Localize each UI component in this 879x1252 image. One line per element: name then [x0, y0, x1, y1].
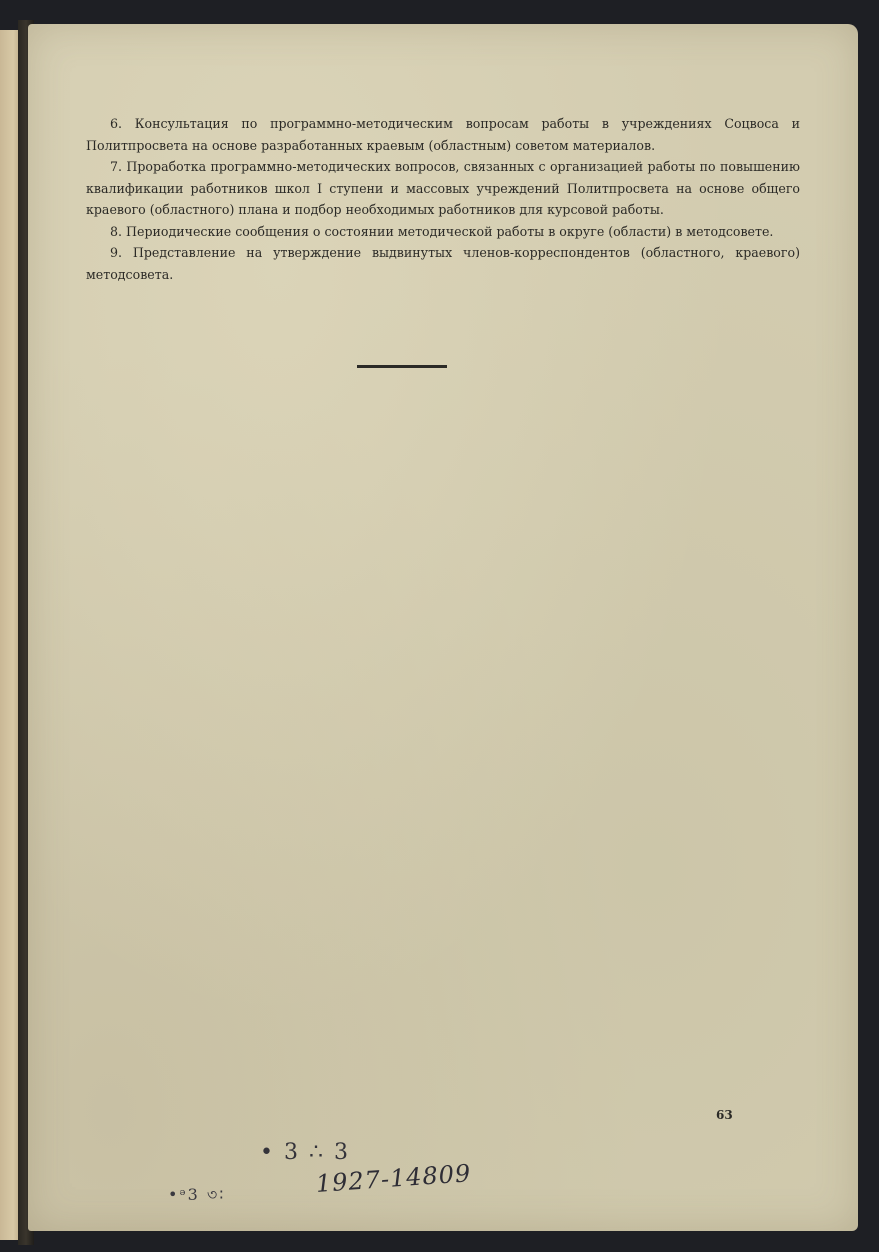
body-text — [86, 113, 800, 285]
list-item-6: 6. Консультация по программно-методическим вопросам работы в учреждениях Соцвоса и Политпросвета на основе разработанных краевым (областным) советом материалов. — [86, 116, 800, 153]
list-item-9: 9. Представление на утверждение выдвинутых членов-корреспондентов (областного, краевого) методсовета. — [86, 245, 800, 282]
page-number: 63 — [716, 1108, 733, 1122]
list-item-8: 8. Периодические сообщения о состоянии методической работы в округе (области) в методсовете. — [110, 223, 774, 239]
section-divider — [357, 365, 447, 368]
library-stamp-small: •ᵊ3 ৩∶ — [168, 1185, 226, 1204]
document-page — [28, 24, 858, 1231]
list-item-7: 7. Проработка программно-методических вопросов, связанных с организацией работы по повышению квалификации работников школ I ступени и массовых учреждений Политпросвета на основе общего краевого (областного) плана и подбор необходимых работников для курсовой работы. — [86, 159, 800, 217]
library-stamp-mark: • 3 ∴ 3 — [260, 1140, 350, 1165]
handwritten-inventory-number: 1927-14809 — [315, 1159, 473, 1198]
